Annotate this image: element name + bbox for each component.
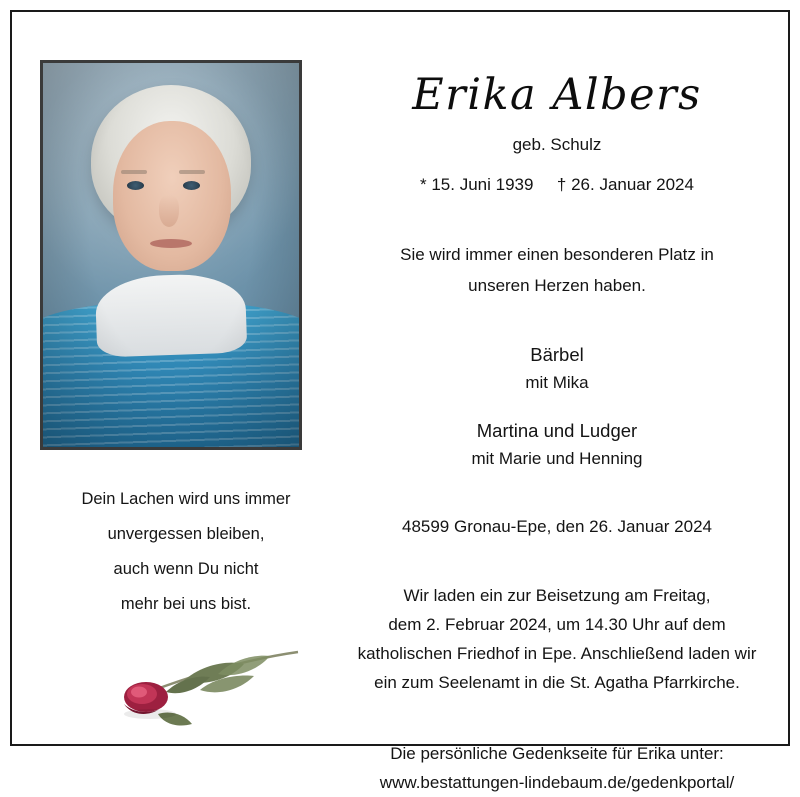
- memorial-page-info: [342, 739, 772, 797]
- motto-line-2: unseren Herzen haben.: [468, 276, 646, 296]
- invitation-line-3: katholischen Friedhof in Epe. Anschließend laden wir: [357, 644, 757, 664]
- portrait-photo-frame: [40, 60, 302, 450]
- verse-line-3: auch wenn Du nicht: [113, 560, 259, 578]
- family-group: [342, 341, 772, 397]
- place-and-date: 48599 Gronau-Epe, den 26. Januar 2024: [401, 517, 713, 537]
- rose-icon: [62, 630, 312, 740]
- motto-line-1: Sie wird immer einen besonderen Platz in: [400, 245, 714, 265]
- family-lead-name: Bärbel: [530, 344, 584, 366]
- invitation-line-4: ein zum Seelenamt in die St. Agatha Pfarrkirche.: [374, 673, 740, 693]
- notice-text-column: [342, 72, 772, 797]
- memorial-intro: Die persönliche Gedenkseite für Erika unter:: [390, 744, 724, 764]
- invitation-line-2: dem 2. Februar 2024, um 14.30 Uhr auf dem: [388, 615, 726, 635]
- photo-vignette: [43, 63, 299, 447]
- deceased-name: Erika Albers: [412, 70, 702, 120]
- memorial-verse: [36, 482, 336, 622]
- family-lead-name: Martina und Ludger: [476, 420, 638, 442]
- life-dates: [342, 175, 772, 195]
- verse-line-2: unvergessen bleiben,: [107, 525, 265, 543]
- memorial-motto: [342, 239, 772, 301]
- family-sub-name: mit Marie und Henning: [471, 449, 643, 469]
- death-date: † 26. Januar 2024: [556, 175, 694, 195]
- maiden-name: geb. Schulz: [512, 135, 602, 155]
- family-list: [342, 341, 772, 473]
- portrait-photo: [43, 63, 299, 447]
- verse-line-4: mehr bei uns bist.: [120, 595, 252, 613]
- invitation-line-1: Wir laden ein zur Beisetzung am Freitag,: [403, 586, 711, 606]
- verse-line-1: Dein Lachen wird uns immer: [81, 490, 291, 508]
- funeral-invitation: [342, 581, 772, 697]
- notice-border: [10, 10, 790, 793]
- memorial-url[interactable]: www.bestattungen-lindebaum.de/gedenkportal/: [379, 773, 735, 793]
- family-sub-name: mit Mika: [525, 373, 589, 393]
- birth-date: * 15. Juni 1939: [420, 175, 534, 195]
- family-group: [342, 417, 772, 473]
